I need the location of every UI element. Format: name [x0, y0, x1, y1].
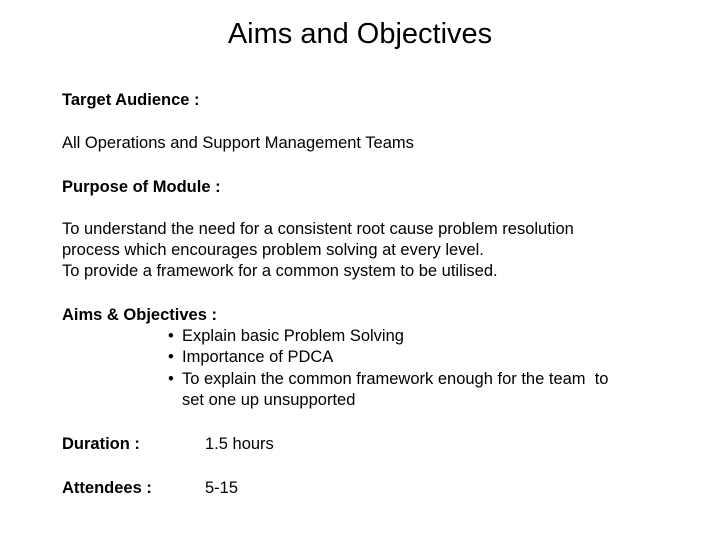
duration-label: Duration : [62, 435, 140, 453]
aims-label: Aims & Objectives : [62, 306, 217, 324]
slide-title: Aims and Objectives [227, 18, 493, 50]
aims-item-text: Explain basic Problem Solving [182, 327, 404, 345]
purpose-line: To provide a framework for a common system to be utilised. [62, 262, 498, 280]
attendees-label: Attendees : [62, 479, 152, 497]
aims-item-text: To explain the common framework enough for the team to [182, 370, 609, 388]
bullet-icon: • [168, 348, 174, 366]
purpose-label: Purpose of Module : [62, 178, 221, 196]
purpose-line: process which encourages problem solving at every level. [62, 241, 484, 259]
aims-item-continuation: set one up unsupported [182, 391, 356, 409]
attendees-value: 5-15 [205, 479, 239, 497]
duration-value: 1.5 hours [205, 435, 274, 453]
bullet-icon: • [168, 327, 174, 345]
aims-list-item [168, 369, 608, 389]
target-audience-label: Target Audience : [62, 91, 200, 109]
aims-list-item [168, 347, 333, 367]
aims-list-item [168, 326, 404, 346]
bullet-icon: • [168, 370, 174, 388]
purpose-line: To understand the need for a consistent root cause problem resolution [62, 220, 574, 238]
aims-item-text: Importance of PDCA [182, 348, 334, 366]
target-audience-text: All Operations and Support Management Teams [62, 134, 414, 152]
